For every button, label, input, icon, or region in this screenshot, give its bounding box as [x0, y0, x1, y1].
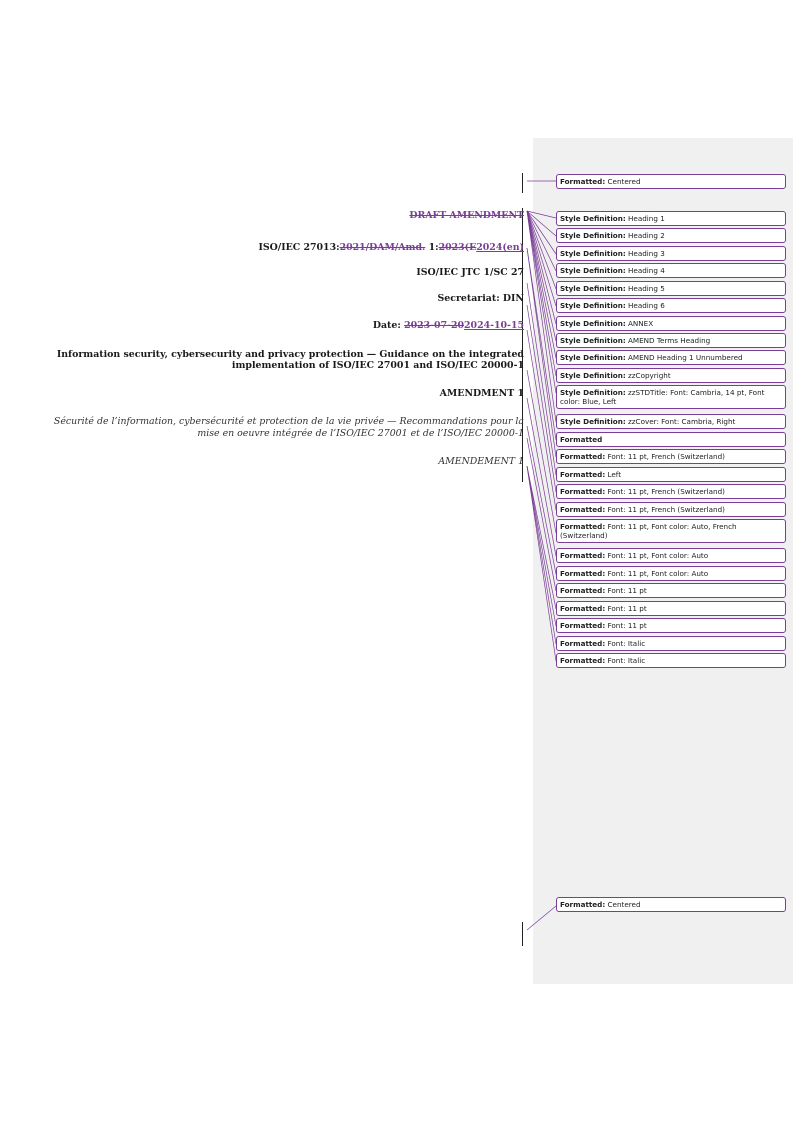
comment-balloon[interactable]: Formatted: Font: 11 pt, Font color: Auto	[556, 548, 786, 563]
comment-balloon[interactable]: Style Definition: zzCopyright	[556, 368, 786, 383]
comment-balloon[interactable]: Style Definition: Heading 1	[556, 211, 786, 226]
secretariat: Secretariat: DIN	[437, 293, 524, 304]
comment-balloon[interactable]: Style Definition: Heading 3	[556, 246, 786, 261]
comment-balloon[interactable]: Style Definition: Heading 6	[556, 298, 786, 313]
amendment-en: AMENDMENT 1	[439, 388, 524, 399]
document-date: Date: 2023-07-202024-10-15	[372, 320, 524, 331]
comment-balloon[interactable]: Style Definition: Heading 4	[556, 263, 786, 278]
comment-balloon[interactable]: Style Definition: zzCover: Font: Cambria, Right	[556, 414, 786, 429]
comment-balloon[interactable]: Formatted: Font: 11 pt, Font color: Auto	[556, 566, 786, 581]
title-fr-line-1: Sécurité de l’information, cybersécurité et protection de la vie privée — Recommandations pour la	[53, 416, 524, 427]
comment-balloon[interactable]: Formatted: Font: 11 pt	[556, 583, 786, 598]
comment-balloon[interactable]: Style Definition: AMEND Heading 1 Unnumbered	[556, 350, 786, 365]
comment-balloon[interactable]: Formatted: Font: 11 pt	[556, 601, 786, 616]
comment-balloon[interactable]: Style Definition: Heading 2	[556, 228, 786, 243]
comment-balloon[interactable]: Formatted: Centered	[556, 174, 786, 189]
comment-balloon[interactable]: Formatted: Left	[556, 467, 786, 482]
comment-balloon[interactable]: Style Definition: ANNEX	[556, 316, 786, 331]
comment-balloon[interactable]: Formatted: Centered	[556, 897, 786, 912]
title-fr-line-2: mise en oeuvre intégrée de l’ISO/IEC 27001 et de l’ISO/IEC 20000-1	[197, 428, 524, 439]
title-en-line-2: implementation of ISO/IEC 27001 and ISO/IEC 20000-1	[231, 360, 524, 371]
document-reference: ISO/IEC 27013:2021/DAM/Amd. 1:2023(E2024(en)	[258, 242, 524, 253]
title-en-line-1: Information security, cybersecurity and privacy protection — Guidance on the integrated	[56, 349, 524, 360]
change-bar	[522, 922, 523, 946]
comment-balloon[interactable]: Formatted: Font: 11 pt, French (Switzerland)	[556, 449, 786, 464]
comment-balloon[interactable]: Formatted: Font: 11 pt, French (Switzerland)	[556, 502, 786, 517]
comment-balloon[interactable]: Formatted: Font: Italic	[556, 653, 786, 668]
comment-balloon[interactable]: Style Definition: AMEND Terms Heading	[556, 333, 786, 348]
comment-balloon[interactable]: Formatted: Font: 11 pt, Font color: Auto, French (Switzerland)	[556, 519, 786, 543]
comment-balloon[interactable]: Style Definition: zzSTDTitle: Font: Cambria, 14 pt, Font color: Blue, Left	[556, 385, 786, 409]
committee: ISO/IEC JTC 1/SC 27	[416, 267, 524, 278]
comment-balloon[interactable]: Formatted: Font: 11 pt	[556, 618, 786, 633]
comment-balloon[interactable]: Style Definition: Heading 5	[556, 281, 786, 296]
draft-title: DRAFT AMENDMENT	[409, 210, 524, 221]
comment-balloon[interactable]: Formatted: Font: 11 pt, French (Switzerland)	[556, 484, 786, 499]
change-bar	[522, 173, 523, 193]
amendment-fr: AMENDEMENT 1	[438, 456, 524, 467]
comment-balloon[interactable]: Formatted: Font: Italic	[556, 636, 786, 651]
comment-balloon[interactable]: Formatted	[556, 432, 786, 447]
